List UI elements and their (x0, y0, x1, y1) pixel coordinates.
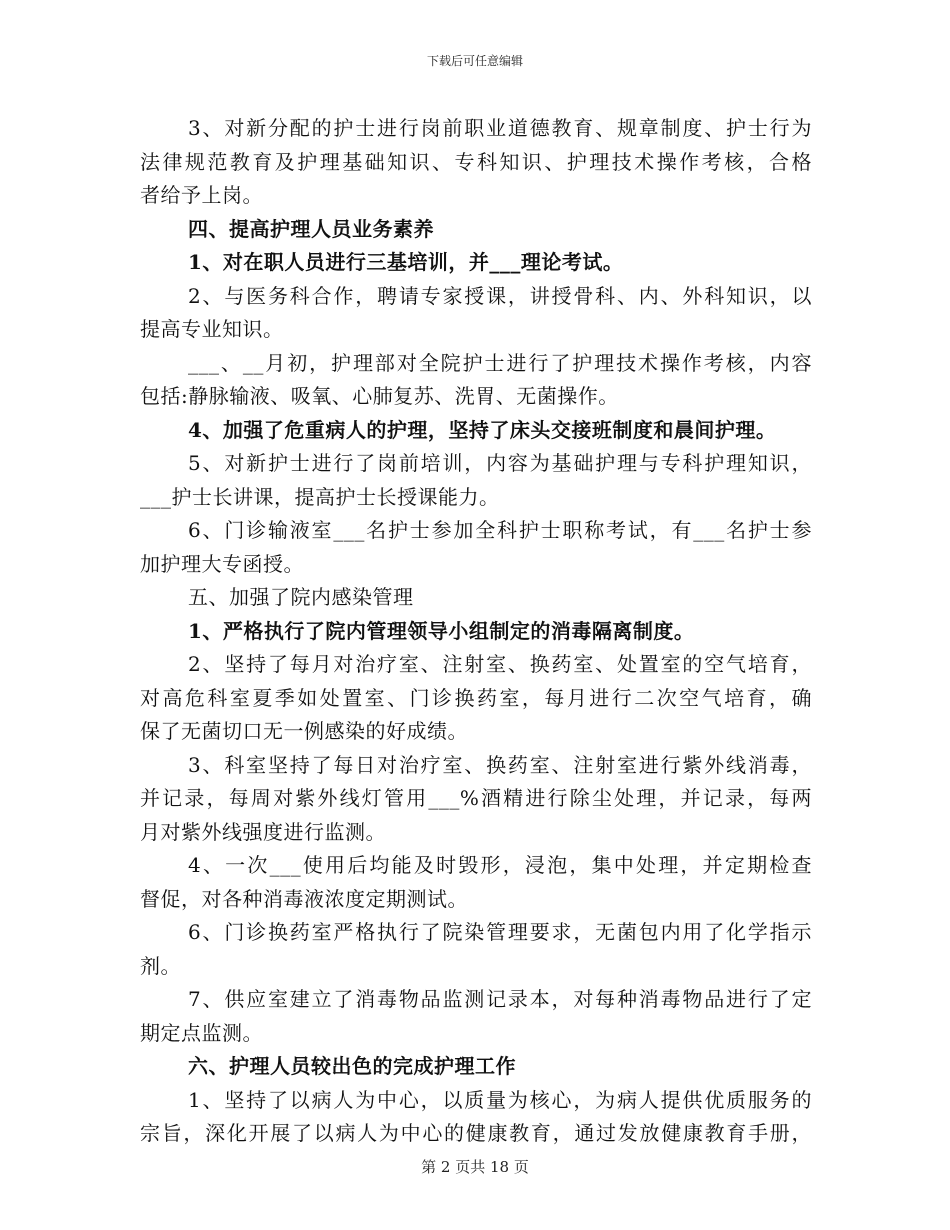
text-line: 2、坚持了每月对治疗室、注射室、换药室、处置室的空气培育， (188, 652, 812, 676)
text-line: 5、对新护士进行了岗前培训，内容为基础护理与专科护理知识， (188, 451, 812, 475)
text-line: 加护理大专函授。 (140, 551, 304, 576)
text-line: 1、对在职人员进行三基培训，并___理论考试。 (188, 250, 624, 274)
text-line: 1、坚持了以病人为中心，以质量为核心，为病人提供优质服务的 (188, 1087, 812, 1112)
text-line: 3、对新分配的护士进行岗前职业道德教育、规章制度、护士行为 (188, 116, 812, 140)
text-line: 法律规范教育及护理基础知识、专科知识、护理技术操作考核，合格 (140, 149, 812, 174)
text-line: ___、__月初，护理部对全院护士进行了护理技术操作考核，内容 (188, 350, 812, 375)
text-line: 四、提高护理人员业务素养 (188, 216, 434, 241)
text-line: 3、科室坚持了每日对治疗室、换药室、注射室进行紫外线消毒， (188, 752, 812, 777)
text-line: 六、护理人员较出色的完成护理工作 (188, 1054, 516, 1078)
text-line: 提高专业知识。 (140, 317, 284, 341)
text-line: 4、加强了危重病人的护理，坚持了床头交接班制度和晨间护理。 (188, 417, 777, 442)
text-line: 6、门诊输液室___名护士参加全科护士职称考试，有___名护士参 (188, 518, 812, 542)
text-line: 7、供应室建立了消毒物品监测记录本，对每种消毒物品进行了定 (188, 987, 812, 1011)
text-line: 保了无菌切口无一例感染的好成绩。 (140, 719, 468, 743)
text-line: 期定点监测。 (140, 1020, 263, 1045)
text-line: 并记录，每周对紫外线灯管用___%酒精进行除尘处理，并记录，每两 (140, 786, 812, 810)
text-line: 五、加强了院内感染管理 (188, 585, 414, 609)
text-line: 2、与医务科合作，聘请专家授课，讲授骨科、内、外科知识，以 (188, 283, 812, 308)
text-line: 宗旨，深化开展了以病人为中心的健康教育，通过发放健康教育手册， (140, 1121, 812, 1145)
text-line: 者给予上岗。 (140, 183, 263, 207)
text-line: 对高危科室夏季如处置室、门诊换药室，每月进行二次空气培育，确 (140, 685, 812, 710)
text-line: 月对紫外线强度进行监测。 (140, 819, 386, 844)
text-line: 1、严格执行了院内管理领导小组制定的消毒隔离制度。 (188, 618, 695, 643)
page-header: 下载后可任意编辑 (426, 54, 523, 68)
text-line: 包括:静脉输液、吸氧、心肺复苏、洗胃、无菌操作。 (140, 384, 619, 408)
text-line: 6、门诊换药室严格执行了院染管理要求，无菌包内用了化学指示 (188, 920, 812, 944)
document-body (140, 112, 812, 1151)
text-line: ___护士长讲课，提高护士长授课能力。 (140, 484, 500, 509)
page-footer: 第 2 页共 18 页 (421, 1158, 529, 1176)
text-line: 剂。 (140, 953, 181, 978)
text-line: 督促，对各种消毒液浓度定期测试。 (140, 886, 468, 911)
text-line: 4、一次___使用后均能及时毁形，浸泡，集中处理，并定期检查 (188, 853, 812, 877)
